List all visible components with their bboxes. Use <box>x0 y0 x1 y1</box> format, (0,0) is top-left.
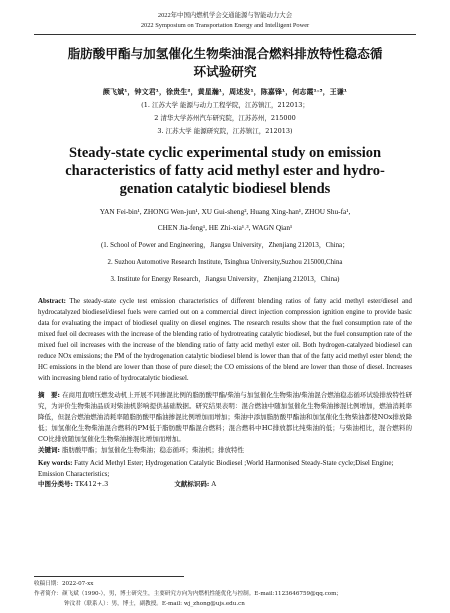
chinese-affiliation-2: 2 清华大学苏州汽车研究院，江苏苏州，215000 <box>154 114 296 122</box>
chinese-keywords-text: 脂肪酸甲酯；加氢催化生物柴油；稳态循环；柴油机；排放特性 <box>61 446 244 454</box>
english-keywords-text: Fatty Acid Methyl Ester; Hydrogenation Catalytic Biodiesel ;World Harmonised Steady-State cycle;Disel Engine; Emission Characteristics; <box>38 459 394 478</box>
english-affiliation-2: 2. Suzhou Automotive Research Institute, Tsinghua University,Suzhou 215000,China <box>107 259 343 266</box>
english-abstract <box>34 296 416 384</box>
english-affiliations <box>34 237 416 288</box>
chinese-abstract-text: 在商用直喷压燃发动机上开展不同掺混比例的脂肪酸甲酯/柴油与加氢催化生物柴油/柴油混合燃油稳态循环试验排放特性研究，为评价生物柴油品质对柴油机影响提供基础数据。研究结果表明：混合燃油中随加氢催化生物柴油掺混比例增加，燃油消耗率降低，但混合燃油燃油消耗率随脂肪酸甲酯油掺混比例增加而增加；柴油中添加脂肪酸甲酯油和加氢催化生物柴油都使NOx排放降低；加氢催化生物柴油混合燃料的PM低于脂肪酸甲酯混合燃料；混合燃料中HC排放都比纯柴油的低；与柴油相比，混合燃料的CO比排放随加氢催化生物柴油掺混比增加而增加。 <box>38 391 412 443</box>
english-abstract-label: Abstract: <box>38 298 66 305</box>
chinese-keywords <box>34 445 416 456</box>
chinese-abstract <box>34 390 416 445</box>
chinese-keywords-label: 关键词: <box>38 446 60 454</box>
running-head <box>34 0 416 31</box>
chinese-affiliation-3: 3. 江苏大学 能源研究院，江苏镇江，212013) <box>157 127 293 135</box>
english-affiliation-3: 3. Institute for Energy Research，Jiangsu University，Zhenjiang 212013，China) <box>110 276 340 283</box>
footnote-corresponding: 钟汶君（联系人）：男，博士，副教授。E-mail: wj_zhong@ujs.edu.cn <box>64 601 245 607</box>
english-title-line-1: Steady-state cyclic experimental study on emission <box>68 145 382 161</box>
running-head-cn: 2022年中国内燃机学会交通能源与智能动力大会 <box>157 12 293 19</box>
clc-label: 中图分类号: <box>38 480 73 488</box>
chinese-affiliation-1: (1. 江苏大学 能源与动力工程学院，江苏镇江，212013； <box>141 101 309 109</box>
chinese-title <box>34 45 416 81</box>
chinese-abstract-label: 摘 要: <box>38 391 60 399</box>
chinese-title-line-1: 脂肪酸甲酯与加氢催化生物柴油混合燃料排放特性稳态循 <box>67 46 383 61</box>
english-title-line-3: genation catalytic biodiesel blends <box>119 181 331 197</box>
english-title-line-2: characteristics of fatty acid methyl ester and hydro- <box>65 163 385 179</box>
english-keywords <box>34 458 416 479</box>
header-rule <box>34 34 416 35</box>
english-keywords-label: Key words: <box>38 459 73 467</box>
document-code-value: A <box>211 480 217 488</box>
english-title <box>34 144 416 198</box>
footnote-rule <box>34 576 184 577</box>
footnote <box>34 576 416 609</box>
english-authors-line-1: YAN Fei-bin¹, ZHONG Wen-jun¹, XU Gui-sheng², Huang Xing-han¹, ZHOU Shu-fa¹, <box>99 207 351 216</box>
clc-value: TK412+.3 <box>74 480 109 488</box>
classification-line <box>34 479 416 490</box>
chinese-title-line-2: 环试验研究 <box>193 64 257 79</box>
english-authors <box>34 204 416 236</box>
footnote-author-intro: 作者简介：颜飞斌（1990-），男，博士研究生，主要研究方向为内燃机性能优化与控制。E-mail:1123646759@qq.com； <box>34 591 342 597</box>
chinese-authors: 颜飞斌¹，钟文君¹，徐贵生²，黄星瀚¹，周述发¹，陈嘉锋¹，何志霞¹˒³，王谦¹ <box>102 88 348 96</box>
english-affiliation-1: (1. School of Power and Engineering，Jiangsu University，Zhenjiang 212013，China； <box>100 242 350 249</box>
english-authors-line-2: CHEN Jia-feng¹, HE Zhi-xia¹˒³, WAGN Qian¹ <box>157 223 293 232</box>
footnote-received: 收稿日期：2022-07-xx <box>34 581 94 587</box>
chinese-affiliations <box>34 99 416 138</box>
document-code-label: 文献标识码: <box>174 480 210 488</box>
english-abstract-text: The steady-state cycle test emission characteristics of different blending ratios of fatty acid methyl ester/diesel and hydrocatalyzed biodiesel/diesel fuels were carried out on a commercial direct injection compression ignition engine to provide basic data for evaluating the impact of biodiesel quality on diesel engines. The research results show that the fuel consumption rate of the mixed fuel oil decreases with the increase of the blending ratio of hydrotreating catalytic biodiesel, but the fuel consumption rate of the mixed fuel oil increases with the increase of the blending ratio of fatty acid methyl ester oil. Both hydrogen-catalyzed biodiesel can reduce NOx emissions; the PM of the hydrogenation catalytic biodiesel blend is lower than that of the fatty acid methyl ester blend; the HC emissions in the blend are lower than those of pure diesel; the CO emissions of the blend are lower than those of diesel. Increases with increasing blend ratio of hydrocatalytic biodiesel. <box>38 298 412 382</box>
running-head-en: 2022 Symposium on Transportation Energy and Intelligent Power <box>140 22 310 29</box>
